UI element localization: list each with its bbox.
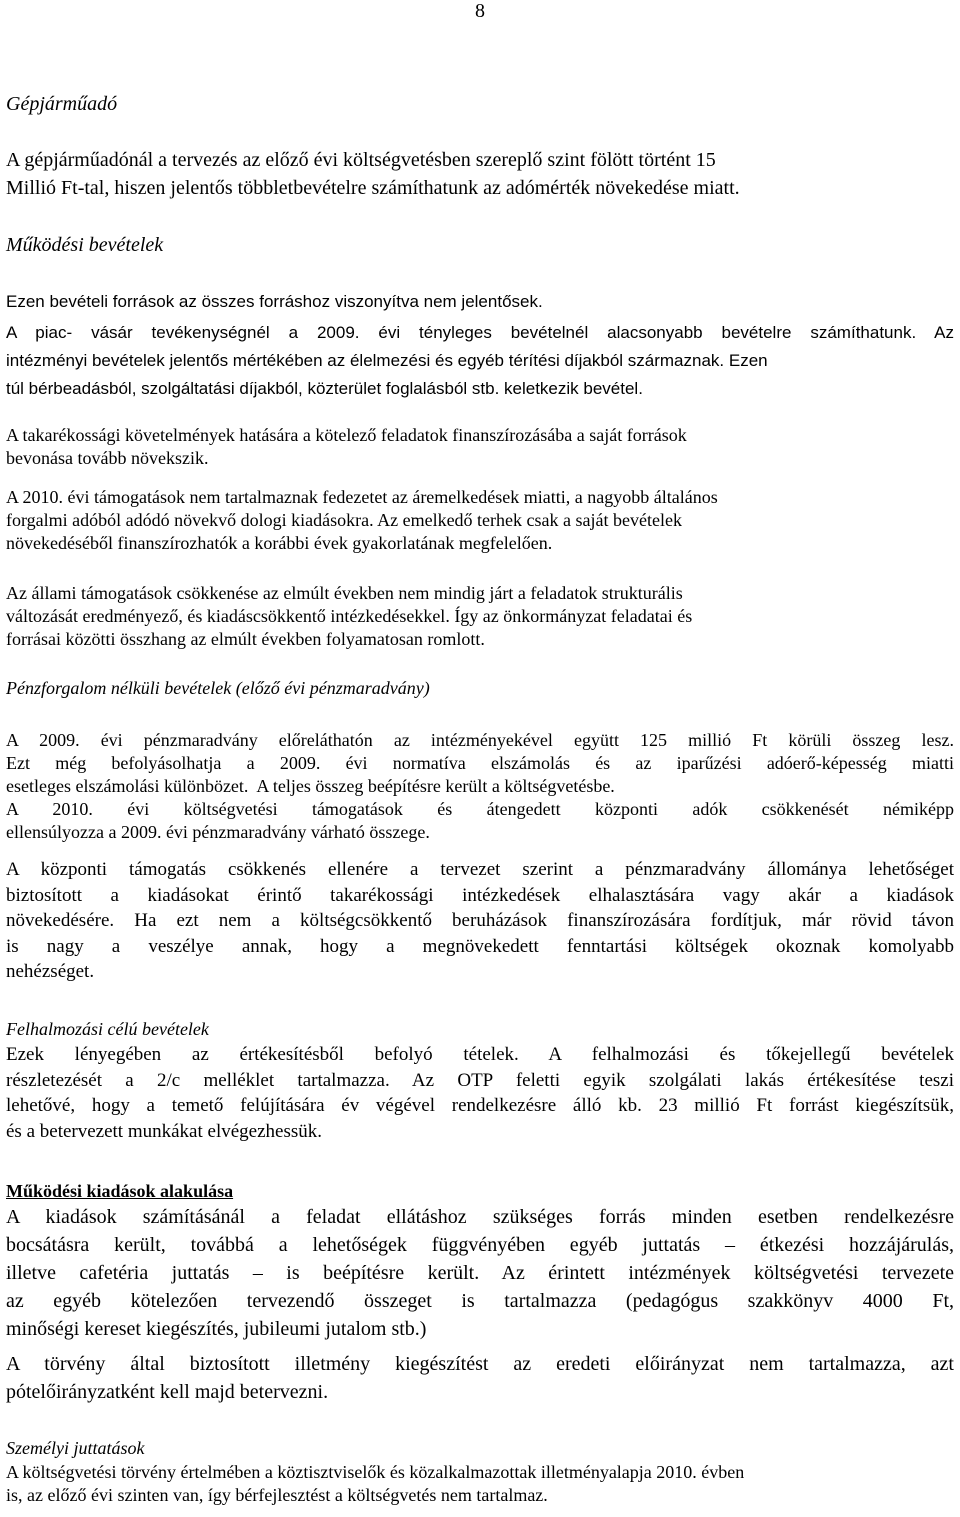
paragraph: Ezen bevételi források az összes forráshoz viszonyítva nem jelentősek.: [6, 292, 543, 311]
text-line: Ezek lényegében az értékesítésből befolyó tételek. A felhalmozási és tőkejellegű bevételek: [6, 1044, 954, 1065]
text-line: az egyéb kötelezően tervezendő összeget is tartalmazza (pedagógus szakkönyv 4000 Ft,: [6, 1290, 954, 1312]
section-heading-capital-revenue: Felhalmozási célú bevételek: [6, 1019, 209, 1039]
text-line: A költségvetési törvény értelmében a köztisztviselők és közalkalmazottak illetményalapja 2010. évben: [6, 1462, 745, 1482]
page-number: 8: [475, 0, 485, 22]
paragraph: [6, 582, 954, 651]
text-line: forgalmi adóból adódó növekvő dologi kiadásokra. Az emelkedő terhek csak a saját bevételek: [6, 510, 682, 530]
text-line: A 2009. évi pénzmaradvány előreláthatón az intézményekével együtt 125 millió Ft körüli összeg lesz.: [6, 730, 954, 750]
section-heading-personnel-benefits: Személyi juttatások: [6, 1438, 145, 1458]
text-line: forrásai közötti összhang az elmúlt években folyamatosan romlott.: [6, 629, 485, 649]
paragraph: [6, 1203, 954, 1343]
text-line: A törvény által biztosított illetmény kiegészítést az eredeti előirányzat nem tartalmazza, azt: [6, 1353, 954, 1375]
section-heading-operating-expenses: Működési kiadások alakulása: [6, 1181, 234, 1201]
text-line: illetve cafetéria juttatás – is beépítésre került. Az érintett intézmények költségvetési tervezete: [6, 1262, 954, 1284]
text-line: A 2010. évi költségvetési támogatások és átengedett központi adók csökkenését némiképp: [6, 799, 954, 819]
text-line: részletezését a 2/c melléklet tartalmazza. Az OTP feletti egyik szolgálati lakás értékesítése teszi: [6, 1069, 954, 1091]
paragraph: [6, 729, 954, 844]
paragraph: [6, 1461, 954, 1507]
text-line: A takarékossági követelmények hatására a kötelező feladatok finanszírozásába a saját források: [6, 425, 687, 445]
section-heading-non-cash-revenue: Pénzforgalom nélküli bevételek (előző évi pénzmaradvány): [6, 678, 430, 698]
paragraph: [6, 1042, 954, 1144]
text-line: nehézséget.: [6, 961, 95, 982]
text-line: A kiadások számításánál a feladat ellátáshoz szükséges forrás minden esetben rendelkezésre: [6, 1206, 954, 1228]
text-line: esetleges elszámolási különbözet. A teljes összeg beépítésre került a költségvetésbe.: [6, 776, 615, 796]
section-heading-operating-revenue: Működési bevételek: [6, 234, 164, 256]
text-line: A központi támogatás csökkenés ellenére a tervezet szerint a pénzmaradvány állománya lehetőséget: [6, 859, 954, 880]
text-line: és a betervezett munkákat elvégezhessük.: [6, 1120, 322, 1142]
text-line: növekedéséből finanszírozhatók a korábbi évek gyakorlatának megfelelően.: [6, 533, 553, 553]
text-line: is, az előző évi szinten van, így bérfejlesztést a költségvetés nem tartalmaz.: [6, 1485, 548, 1505]
text-line: bevonása tovább növekszik.: [6, 448, 209, 468]
text-line: Millió Ft-tal, hiszen jelentős többletbevételre számíthatunk az adómérték növekedése miatt.: [6, 177, 740, 199]
text-line: lehetővé, hogy a temető felújítására év végével rendelkezésre álló kb. 23 millió Ft forrást kiegészítsük,: [6, 1095, 954, 1116]
text-line: túl bérbeadásból, szolgáltatási díjakból, közterület foglalásból stb. keletkezik bevétel.: [6, 379, 643, 398]
paragraph: [6, 857, 954, 985]
text-line: A piac- vásár tevékenységnél a 2009. évi tényleges bevételnél alacsonyabb bevételre számíthatunk. Az: [6, 323, 954, 342]
paragraph: [6, 319, 954, 403]
text-line: minőségi kereset kiegészítés, jubileumi jutalom stb.): [6, 1318, 427, 1340]
text-line: növekedésére. Ha ezt nem a költségcsökkentő beruházások finanszírozására fordítjuk, már rövid távon: [6, 910, 954, 931]
section-heading-vehicle-tax: Gépjárműadó: [6, 93, 118, 115]
text-line: változását eredményező, és kiadáscsökkentő intézkedésekkel. Így az önkormányzat feladatai és: [6, 606, 693, 626]
text-line: A 2010. évi támogatások nem tartalmaznak fedezetet az áremelkedések miatti, a nagyobb általános: [6, 487, 718, 507]
text-line: pótelőirányzatként kell majd betervezni.: [6, 1381, 329, 1403]
text-line: Ezt még befolyásolhatja a 2009. évi normatíva elszámolás és az iparűzési adóerő-képesség miatti: [6, 753, 954, 773]
text-line: intézményi bevételek jelentős mértékében az élelmezési és egyéb térítési díjakból származnak. Ezen: [6, 351, 768, 370]
text-line: A gépjárműadónál a tervezés az előző évi költségvetésben szereplő szint fölött történt 15: [6, 149, 716, 171]
paragraph: [6, 486, 954, 555]
paragraph: [6, 1350, 954, 1406]
paragraph: [6, 146, 954, 202]
text-line: Az állami támogatások csökkenése az elmúlt években nem mindig járt a feladatok strukturális: [6, 583, 683, 603]
text-line: bocsátásra került, továbbá a lehetőségek függvényében egyéb juttatás – étkezési hozzájárulás,: [6, 1234, 954, 1256]
text-line: is nagy a veszélye annak, hogy a megnövekedett fenntartási költségek okoznak komolyabb: [6, 935, 954, 957]
text-line: biztosított a kiadásokat érintő takarékossági intézkedések elhalasztására vagy akár a kiadások: [6, 884, 954, 906]
text-line: ellensúlyozza a 2009. évi pénzmaradvány várható összege.: [6, 822, 430, 842]
paragraph: [6, 424, 954, 470]
